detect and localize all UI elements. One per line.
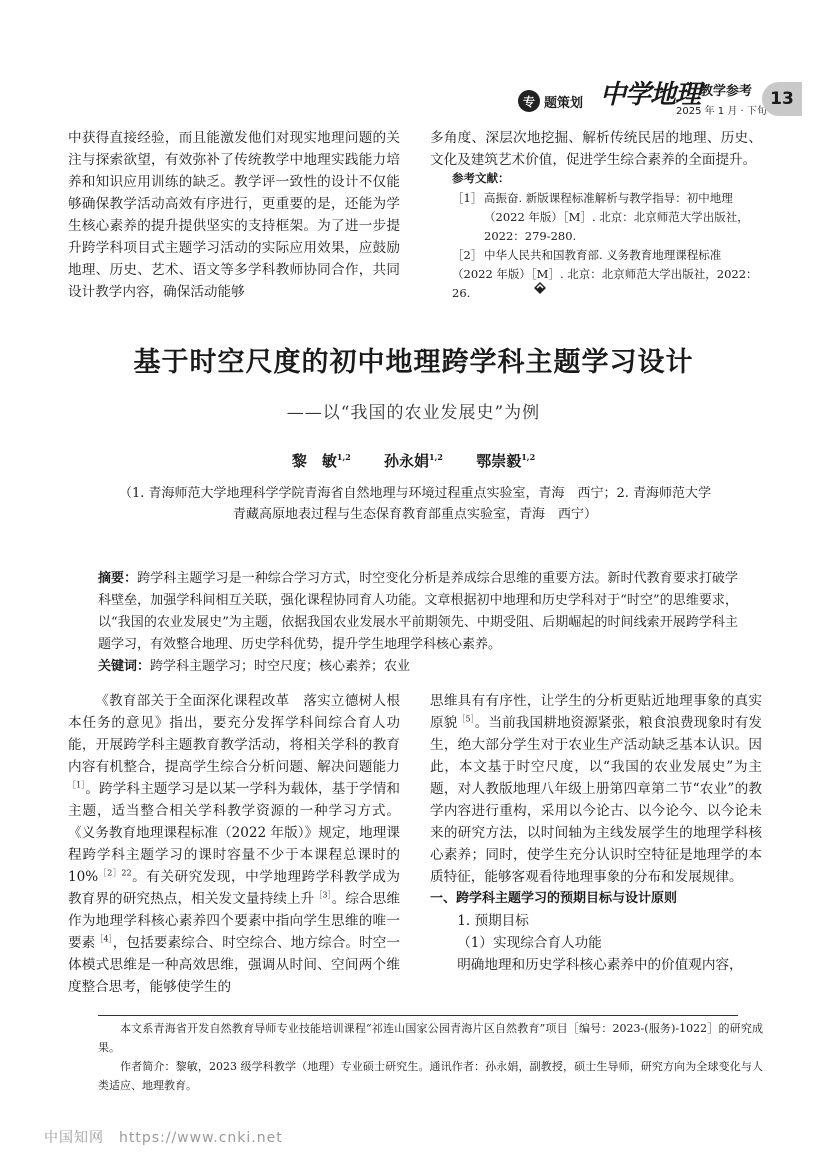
body-column-right — [430, 690, 762, 976]
continued-text-right: 多角度、深层次地挖掘、解析传统民居的地理、历史、文化及建筑艺术价值，促进学生综合素养的全面提升。 — [430, 130, 762, 168]
section-number: 专 — [518, 90, 540, 112]
abstract-text: 跨学科主题学习是一种综合学习方式，时空变化分析是养成综合思维的重要方法。新时代教育要求打破学科壁垒，加强学科间相互关联，强化课程协同育人功能。文章根据初中地理和历史学科对于“时空”的思维要求，以“我国的农业发展史”为主题，依据我国农业发展水平前期领先、中期受阻、后期崛起的时间线索开展跨学科主题学习，有效整合地理、历史学科优势，提升学生地理学科核心素养。 — [98, 571, 738, 652]
section-heading: 一、跨学科主题学习的预期目标与设计原则 — [430, 891, 678, 906]
reference-item — [452, 189, 762, 246]
continued-text-left: 中获得直接经验，而且能激发他们对现实地理问题的关注与探索欲望，有效弥补了传统教学中地理实践能力培养和知识应用训练的缺乏。教学评一致性的设计不仅能够确保教学活动高效有序进行，更重要的是，还能为学生核心素养的提升提供坚实的支持框架。为了进一步提升跨学科项目式主题学习活动的实际应用效果，应鼓励地理、历史、艺术、语文等多学科教师协同合作，共同设计教学内容，确保活动能够 — [68, 130, 400, 300]
cnki-watermark[interactable]: 中国知网 https://www.cnki.net — [44, 1130, 283, 1146]
references-heading: 参考文献： — [452, 171, 510, 185]
reference-number: ［2］ — [452, 248, 483, 262]
funding-note: 本文系青海省开发自然教育导师专业技能培训课程“祁连山国家公园青海片区自然教育”项目［编号：2023-(服务)-1022］的研究成果。 — [98, 1022, 763, 1054]
section-badge — [518, 90, 583, 112]
affiliation — [90, 483, 740, 525]
citation: ［4］ — [95, 934, 113, 944]
citation: ［1］ — [68, 780, 86, 790]
citation: ［2］22 — [98, 868, 132, 878]
reference-text: 高振奋. 新版课程标准解析与教学指导：初中地理（2022 年版）［M］. 北京：北京师范大学出版社，2022：279-280. — [484, 191, 749, 243]
author-intro-note: 作者简介：黎敏，2023 级学科教学（地理）专业硕士研究生。通讯作者：孙永娟，副教授，硕士生导师，研究方向为全球变化与人类适应、地理教育。 — [98, 1060, 763, 1092]
subsection-heading: 1. 预期目标 — [457, 913, 529, 929]
author: 鄂崇毅$^{1,2}$ — [476, 452, 536, 470]
body-paragraph: 明确地理和历史学科核心素养中的价值观内容， — [457, 957, 743, 973]
article-subtitle: ——以“我国的农业发展史”为例 — [286, 403, 541, 423]
affiliation-line: 青藏高原地表过程与生态保育教育部重点实验室，青海 西宁） — [232, 507, 597, 522]
magazine-logo: 中学地理 — [600, 80, 701, 110]
article-title: 基于时空尺度的初中地理跨学科主题学习设计 — [133, 347, 694, 378]
footnote-rule — [98, 1015, 738, 1016]
citation: ［5］ — [457, 714, 475, 724]
subsubsection-heading: （1）实现综合育人功能 — [457, 935, 602, 951]
page-number: 13 — [762, 82, 802, 116]
issue-date: 2025 年 1 月 · 下旬 — [676, 106, 767, 117]
keywords-label: 关键词： — [98, 659, 151, 674]
end-mark-icon — [534, 282, 546, 294]
affiliation-line: （1. 青海师范大学地理科学学院青海省自然地理与环境过程重点实验室，青海 西宁；2. 青海师范大学 — [118, 486, 712, 501]
author: 孙永娟$^{1,2}$ — [384, 452, 443, 470]
reference-item — [452, 246, 762, 303]
citation: ［3］ — [314, 890, 332, 900]
reference-text: 中华人民共和国教育部. 义务教育地理课程标准（2022 年版）［M］. 北京：北京师范大学出版社，2022：26. — [452, 248, 758, 300]
section-name: 题策划 — [544, 95, 584, 111]
keywords-text: 跨学科主题学习；时空尺度；核心素养；农业 — [150, 659, 411, 674]
body-paragraph-right: 思维具有有序性，让学生的分析更贴近地理事象的真实原貌$^{[5]}$。当前我国耕地资源紧张，粮食浪费现象时有发生，绝大部分学生对于农业生产活动缺乏基本认识。因此，本文基于时空尺度，以“我国的农业发展史”为主题，对人教版地理八年级上册第四章第二节“农业”的教学内容进行重构，采用以今论古、以今论今、以今论未来的研究方法，以时间轴为主线发展学生的地理学科核心素养；同时，使学生充分认识时空特征是地理学的本质特征，能够客观看待地理事象的分布和发展规律。 — [430, 693, 763, 885]
abstract-label: 摘要： — [98, 571, 138, 586]
reference-number: ［1］ — [452, 191, 483, 205]
magazine-subtitle: 教学参考 — [700, 84, 753, 99]
body-paragraph-left: 《教育部关于全面深化课程改革 落实立德树人根本任务的意见》指出，要充分发挥学科间综合育人功能，开展跨学科主题教育教学活动，将相关学科的教育内容有机整合，提高学生综合分析问题、解决问题能力$^{[1]}$。跨学科主题学习是以某一学科为载体，基于学情和主题，适当整合相关学科教学资源的一种学习方式。《义务教育地理课程标准（2022 年版）》规定，地理课程跨学科主题学习的课时容量不少于本课程总课时的 10%$^{[2]22}$。有关研究发现，中学地理跨学科教学成为教育界的研究热点，相关发文量持续上升$^{[3]}$。综合思维作为地理学科核心素养四个要素中指向学生思维的唯一要素$^{[4]}$，包括要素综合、时空综合、地方综合。时空一体模式思维是一种高效思维，强调从时间、空间两个维度整合思考，能够使学生的 — [68, 693, 401, 995]
abstract — [98, 568, 738, 678]
author: 黎 敏$^{1,2}$ — [291, 452, 351, 470]
author-list — [0, 450, 827, 471]
